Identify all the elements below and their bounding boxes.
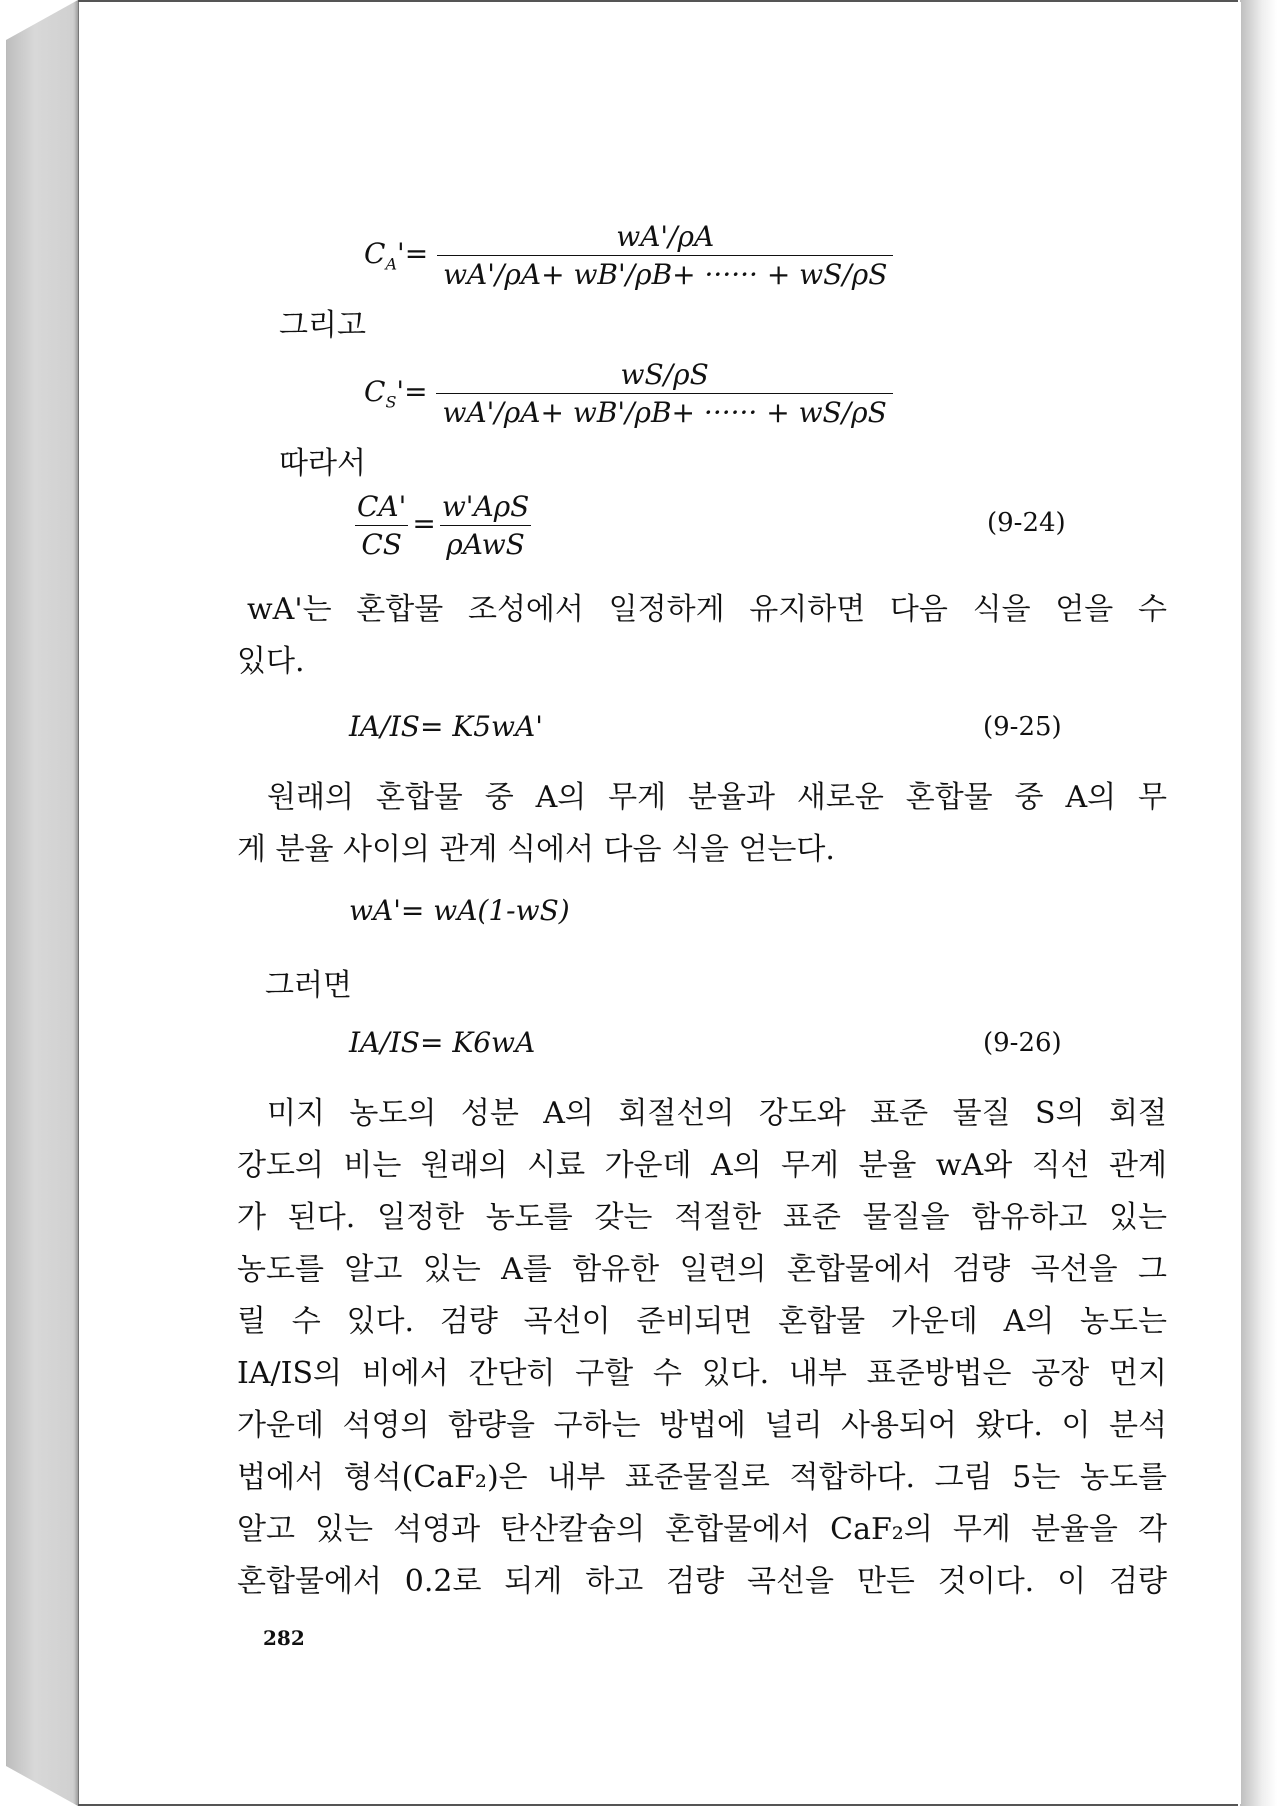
equation-lhs: $C_A'=$: [364, 237, 429, 274]
denominator: wA'/ρA+ wB'/ρB+ ······ + wS/ρS: [437, 255, 893, 291]
paragraph-line: 게 분율 사이의 관계 식에서 다음 식을 얻는다.: [237, 832, 835, 867]
text-ttaraseo: 따라서: [279, 446, 366, 481]
paragraph-2: [237, 772, 1167, 876]
numerator: wS/ρS: [620, 358, 709, 391]
numerator: w'AρS: [441, 490, 530, 523]
fraction-right: [436, 490, 536, 561]
equation-9-26: IA/IS= K6wA: [349, 1026, 536, 1059]
paragraph-line: 법에서 형석(CaF₂)은 내부 표준물질로 적합하다. 그림 5는 농도를: [237, 1460, 1167, 1495]
text-geurigo: 그리고: [279, 308, 366, 343]
paragraph-line: 농도를 알고 있는 A를 함유한 일련의 혼합물에서 검량 곡선을 그: [237, 1252, 1167, 1287]
equation-wa-prime: wA'= wA(1-wS): [349, 894, 570, 927]
paragraph-3: [237, 1088, 1167, 1608]
equation-number-9-26: (9-26): [983, 1028, 1062, 1058]
denominator: ρAwS: [440, 525, 531, 561]
book-spine: [6, 0, 78, 1806]
paragraph-1: [237, 584, 1167, 688]
book-page: [78, 2, 1241, 1804]
fraction-left: [351, 490, 412, 561]
fraction: [436, 358, 892, 429]
denominator: wA'/ρA+ wB'/ρB+ ······ + wS/ρS: [436, 393, 892, 429]
equation-9-25: IA/IS= K5wA': [349, 710, 543, 743]
paragraph-line: 가운데 석영의 함량을 구하는 방법에 널리 사용되어 왔다. 이 분석: [237, 1408, 1167, 1443]
equation-9-24: $\frac{CA'}{CS}$ = $\frac{\text{w'AρS}}{\text{ρAwS}}$: [351, 490, 535, 561]
paragraph-line: 미지 농도의 성분 A의 회절선의 강도와 표준 물질 S의 회절: [267, 1096, 1167, 1131]
equation-number-9-24: (9-24): [987, 508, 1066, 538]
fraction: [437, 220, 893, 291]
paragraph-line: IA/IS의 비에서 간단히 구할 수 있다. 내부 표준방법은 공장 먼지: [237, 1356, 1167, 1391]
numerator: wA'/ρA: [616, 220, 715, 253]
equation-cs-prime: [364, 358, 893, 429]
equation-ca-prime: [364, 220, 893, 291]
text-geureomyeon: 그러면: [265, 968, 352, 1003]
numerator: CA': [357, 490, 407, 523]
paragraph-line: 가 된다. 일정한 농도를 갖는 적절한 표준 물질을 함유하고 있는: [237, 1200, 1167, 1235]
page-number: 282: [263, 1626, 305, 1650]
paragraph-line: wA'는 혼합물 조성에서 일정하게 유지하면 다음 식을 얻을 수: [247, 592, 1167, 627]
equation-lhs: $C_S'=$: [364, 375, 428, 412]
paragraph-line: 원래의 혼합물 중 A의 무게 분율과 새로운 혼합물 중 A의 무: [267, 780, 1167, 815]
paragraph-line: 알고 있는 석영과 탄산칼슘의 혼합물에서 CaF₂의 무게 분율을 각: [237, 1512, 1167, 1547]
equation-number-9-25: (9-25): [983, 712, 1062, 742]
page-edge-shadow: [1240, 0, 1277, 1806]
paragraph-line: 있다.: [237, 644, 305, 679]
paragraph-line: 릴 수 있다. 검량 곡선이 준비되면 혼합물 가운데 A의 농도는: [237, 1304, 1167, 1339]
denominator: CS: [355, 525, 408, 561]
paragraph-line: 강도의 비는 원래의 시료 가운데 A의 무게 분율 wA와 직선 관계: [237, 1148, 1167, 1183]
paragraph-line: 혼합물에서 0.2로 되게 하고 검량 곡선을 만든 것이다. 이 검량: [237, 1564, 1167, 1599]
